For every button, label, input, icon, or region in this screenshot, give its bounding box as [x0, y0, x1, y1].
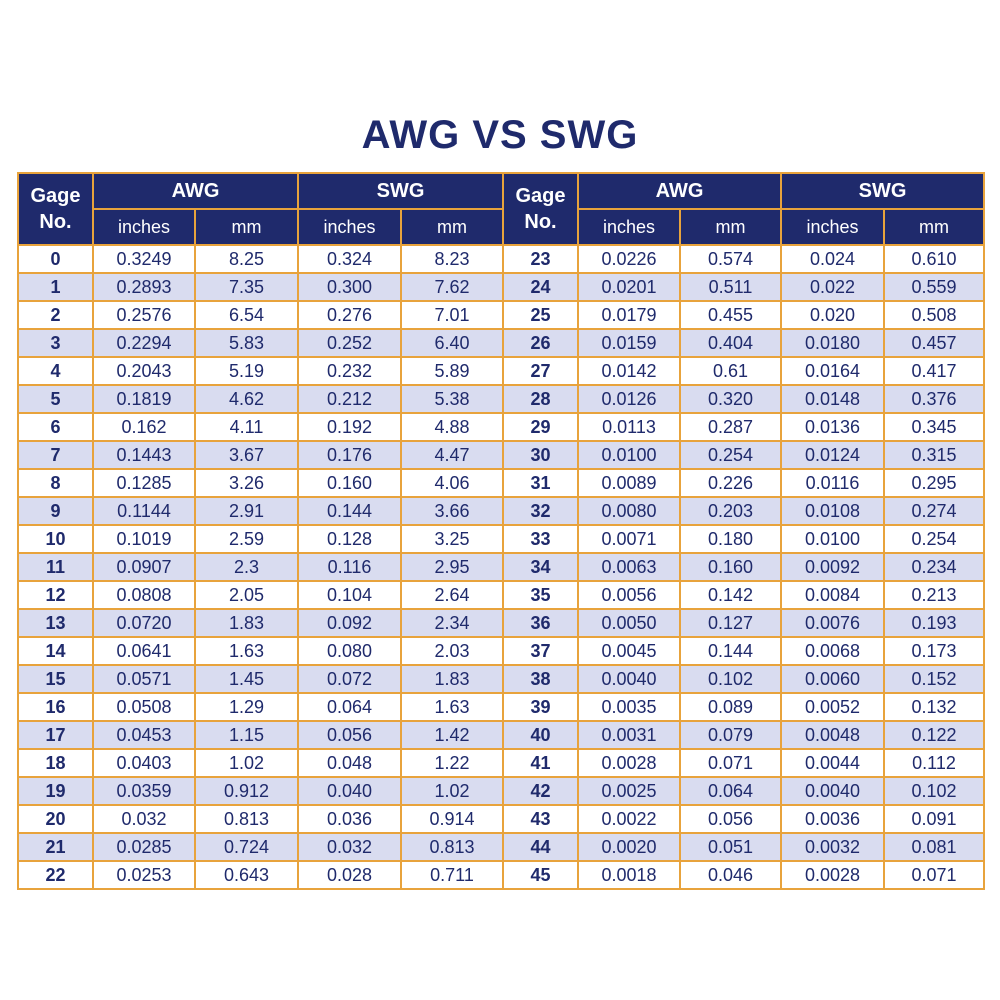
awg-inches-cell: 0.2043 [93, 357, 195, 385]
awg-inches-cell: 0.2893 [93, 273, 195, 301]
table-row [18, 273, 984, 301]
gage-cell: 7 [18, 441, 93, 469]
awg-inches-cell: 0.0571 [93, 665, 195, 693]
awg-inches-cell: 0.0020 [578, 833, 680, 861]
awg-inches-cell: 0.0201 [578, 273, 680, 301]
awg-mm-cell: 2.3 [195, 553, 298, 581]
awg-inches-cell: 0.0040 [578, 665, 680, 693]
swg-mm-cell: 0.091 [884, 805, 984, 833]
awg-inches-cell: 0.1285 [93, 469, 195, 497]
gage-cell: 18 [18, 749, 93, 777]
awg-inches-cell: 0.0080 [578, 497, 680, 525]
swg-inches-cell: 0.0180 [781, 329, 884, 357]
gage-header-line2: No. [39, 211, 72, 233]
awg-mm-cell: 1.63 [195, 637, 298, 665]
swg-inches-cell: 0.0116 [781, 469, 884, 497]
awg-mm-header: mm [195, 209, 298, 245]
gage-cell: 15 [18, 665, 93, 693]
table-row [18, 385, 984, 413]
gage-cell: 28 [503, 385, 578, 413]
swg-mm-cell: 7.01 [401, 301, 503, 329]
awg-inches-header: inches [578, 209, 680, 245]
swg-mm-cell: 5.89 [401, 357, 503, 385]
gage-cell: 22 [18, 861, 93, 889]
table-row [18, 357, 984, 385]
swg-inches-cell: 0.128 [298, 525, 401, 553]
gage-cell: 10 [18, 525, 93, 553]
gage-header-line1: Gage [515, 185, 566, 207]
table-row [18, 805, 984, 833]
swg-mm-cell: 7.62 [401, 273, 503, 301]
swg-mm-cell: 0.711 [401, 861, 503, 889]
awg-inches-cell: 0.0063 [578, 553, 680, 581]
swg-inches-cell: 0.0048 [781, 721, 884, 749]
gage-cell: 25 [503, 301, 578, 329]
awg-inches-cell: 0.0022 [578, 805, 680, 833]
gage-cell: 26 [503, 329, 578, 357]
awg-mm-cell: 3.67 [195, 441, 298, 469]
awg-mm-cell: 0.180 [680, 525, 781, 553]
swg-mm-cell: 0.071 [884, 861, 984, 889]
swg-mm-cell: 6.40 [401, 329, 503, 357]
gage-cell: 24 [503, 273, 578, 301]
awg-inches-cell: 0.3249 [93, 245, 195, 273]
awg-inches-cell: 0.0907 [93, 553, 195, 581]
awg-inches-cell: 0.0285 [93, 833, 195, 861]
awg-mm-cell: 0.046 [680, 861, 781, 889]
swg-inches-cell: 0.024 [781, 245, 884, 273]
gage-cell: 20 [18, 805, 93, 833]
gage-cell: 30 [503, 441, 578, 469]
gage-header-right [503, 173, 578, 245]
swg-mm-cell: 2.03 [401, 637, 503, 665]
awg-inches-cell: 0.0045 [578, 637, 680, 665]
gage-cell: 2 [18, 301, 93, 329]
awg-inches-cell: 0.0179 [578, 301, 680, 329]
awg-inches-cell: 0.1144 [93, 497, 195, 525]
awg-inches-cell: 0.0808 [93, 581, 195, 609]
swg-inches-cell: 0.028 [298, 861, 401, 889]
gage-cell: 36 [503, 609, 578, 637]
awg-header-left: AWG [93, 173, 298, 209]
header-row-units [18, 209, 984, 245]
awg-mm-cell: 0.226 [680, 469, 781, 497]
awg-inches-cell: 0.1819 [93, 385, 195, 413]
swg-mm-cell: 5.38 [401, 385, 503, 413]
swg-inches-header: inches [298, 209, 401, 245]
swg-inches-cell: 0.072 [298, 665, 401, 693]
swg-inches-cell: 0.276 [298, 301, 401, 329]
awg-inches-cell: 0.2294 [93, 329, 195, 357]
awg-mm-cell: 1.83 [195, 609, 298, 637]
awg-mm-cell: 7.35 [195, 273, 298, 301]
awg-inches-cell: 0.0100 [578, 441, 680, 469]
gage-cell: 34 [503, 553, 578, 581]
swg-inches-cell: 0.0028 [781, 861, 884, 889]
gage-cell: 17 [18, 721, 93, 749]
awg-mm-cell: 0.064 [680, 777, 781, 805]
awg-inches-cell: 0.0018 [578, 861, 680, 889]
swg-inches-cell: 0.116 [298, 553, 401, 581]
gage-header-line1: Gage [30, 185, 81, 207]
awg-mm-cell: 4.62 [195, 385, 298, 413]
awg-mm-cell: 0.127 [680, 609, 781, 637]
awg-inches-header: inches [93, 209, 195, 245]
swg-inches-cell: 0.036 [298, 805, 401, 833]
swg-mm-cell: 4.06 [401, 469, 503, 497]
swg-mm-cell: 2.95 [401, 553, 503, 581]
awg-mm-cell: 6.54 [195, 301, 298, 329]
awg-mm-cell: 0.404 [680, 329, 781, 357]
table-row [18, 301, 984, 329]
table-row [18, 777, 984, 805]
awg-inches-cell: 0.0720 [93, 609, 195, 637]
swg-mm-cell: 1.22 [401, 749, 503, 777]
awg-inches-cell: 0.0508 [93, 693, 195, 721]
awg-inches-cell: 0.0453 [93, 721, 195, 749]
gage-cell: 1 [18, 273, 93, 301]
awg-inches-cell: 0.0403 [93, 749, 195, 777]
awg-mm-cell: 5.19 [195, 357, 298, 385]
swg-mm-cell: 0.376 [884, 385, 984, 413]
gage-cell: 42 [503, 777, 578, 805]
gage-cell: 3 [18, 329, 93, 357]
gage-cell: 21 [18, 833, 93, 861]
swg-mm-cell: 2.34 [401, 609, 503, 637]
awg-inches-cell: 0.162 [93, 413, 195, 441]
page-title: AWG VS SWG [361, 113, 639, 157]
gage-cell: 5 [18, 385, 93, 413]
swg-inches-cell: 0.0052 [781, 693, 884, 721]
awg-mm-cell: 0.511 [680, 273, 781, 301]
awg-header-right: AWG [578, 173, 781, 209]
gage-cell: 16 [18, 693, 93, 721]
swg-inches-cell: 0.160 [298, 469, 401, 497]
swg-mm-cell: 0.457 [884, 329, 984, 357]
swg-inches-cell: 0.0108 [781, 497, 884, 525]
swg-mm-cell: 1.83 [401, 665, 503, 693]
table-row [18, 329, 984, 357]
awg-inches-cell: 0.0226 [578, 245, 680, 273]
swg-inches-cell: 0.0084 [781, 581, 884, 609]
gage-cell: 23 [503, 245, 578, 273]
awg-mm-cell: 0.142 [680, 581, 781, 609]
gauge-table [17, 172, 985, 890]
swg-inches-cell: 0.176 [298, 441, 401, 469]
gage-cell: 6 [18, 413, 93, 441]
awg-mm-cell: 2.91 [195, 497, 298, 525]
awg-mm-cell: 0.813 [195, 805, 298, 833]
swg-mm-cell: 0.508 [884, 301, 984, 329]
swg-inches-cell: 0.0092 [781, 553, 884, 581]
swg-mm-cell: 0.122 [884, 721, 984, 749]
gage-cell: 35 [503, 581, 578, 609]
swg-mm-cell: 4.88 [401, 413, 503, 441]
awg-inches-cell: 0.0025 [578, 777, 680, 805]
swg-header-left: SWG [298, 173, 503, 209]
awg-inches-cell: 0.0253 [93, 861, 195, 889]
gage-cell: 43 [503, 805, 578, 833]
swg-mm-cell: 1.02 [401, 777, 503, 805]
swg-inches-cell: 0.252 [298, 329, 401, 357]
table-row [18, 413, 984, 441]
swg-mm-cell: 0.213 [884, 581, 984, 609]
awg-mm-cell: 1.29 [195, 693, 298, 721]
awg-mm-cell: 0.643 [195, 861, 298, 889]
table-row [18, 609, 984, 637]
swg-inches-cell: 0.022 [781, 273, 884, 301]
swg-inches-cell: 0.040 [298, 777, 401, 805]
awg-mm-cell: 3.26 [195, 469, 298, 497]
swg-mm-header: mm [401, 209, 503, 245]
swg-inches-cell: 0.0076 [781, 609, 884, 637]
gage-cell: 45 [503, 861, 578, 889]
gage-cell: 32 [503, 497, 578, 525]
gage-cell: 12 [18, 581, 93, 609]
swg-inches-cell: 0.0060 [781, 665, 884, 693]
swg-mm-cell: 0.295 [884, 469, 984, 497]
awg-inches-cell: 0.0031 [578, 721, 680, 749]
gage-cell: 13 [18, 609, 93, 637]
awg-inches-cell: 0.0142 [578, 357, 680, 385]
table-row [18, 553, 984, 581]
swg-inches-cell: 0.0136 [781, 413, 884, 441]
swg-inches-cell: 0.324 [298, 245, 401, 273]
awg-mm-cell: 0.912 [195, 777, 298, 805]
gage-cell: 44 [503, 833, 578, 861]
awg-mm-cell: 0.61 [680, 357, 781, 385]
swg-inches-cell: 0.0036 [781, 805, 884, 833]
awg-mm-cell: 0.574 [680, 245, 781, 273]
table-row [18, 833, 984, 861]
swg-inches-cell: 0.300 [298, 273, 401, 301]
awg-mm-cell: 1.02 [195, 749, 298, 777]
swg-inches-cell: 0.0032 [781, 833, 884, 861]
table-row [18, 721, 984, 749]
awg-inches-cell: 0.0028 [578, 749, 680, 777]
awg-mm-cell: 2.05 [195, 581, 298, 609]
gage-cell: 31 [503, 469, 578, 497]
swg-mm-cell: 0.112 [884, 749, 984, 777]
awg-mm-cell: 0.320 [680, 385, 781, 413]
swg-inches-cell: 0.064 [298, 693, 401, 721]
swg-inches-cell: 0.048 [298, 749, 401, 777]
swg-inches-cell: 0.092 [298, 609, 401, 637]
gage-cell: 37 [503, 637, 578, 665]
swg-mm-cell: 1.63 [401, 693, 503, 721]
awg-mm-cell: 1.15 [195, 721, 298, 749]
swg-inches-cell: 0.232 [298, 357, 401, 385]
gage-cell: 40 [503, 721, 578, 749]
awg-mm-cell: 0.071 [680, 749, 781, 777]
awg-inches-cell: 0.1019 [93, 525, 195, 553]
table-row [18, 861, 984, 889]
gage-cell: 8 [18, 469, 93, 497]
swg-inches-cell: 0.0148 [781, 385, 884, 413]
gage-cell: 4 [18, 357, 93, 385]
gage-cell: 29 [503, 413, 578, 441]
awg-inches-cell: 0.032 [93, 805, 195, 833]
gage-cell: 38 [503, 665, 578, 693]
gage-cell: 33 [503, 525, 578, 553]
swg-mm-cell: 0.559 [884, 273, 984, 301]
table-row [18, 525, 984, 553]
swg-mm-cell: 3.66 [401, 497, 503, 525]
header-row-groups [18, 173, 984, 209]
gage-cell: 27 [503, 357, 578, 385]
swg-mm-cell: 0.081 [884, 833, 984, 861]
gage-cell: 19 [18, 777, 93, 805]
awg-mm-cell: 0.455 [680, 301, 781, 329]
swg-mm-cell: 0.315 [884, 441, 984, 469]
swg-inches-cell: 0.080 [298, 637, 401, 665]
gage-cell: 14 [18, 637, 93, 665]
awg-mm-cell: 1.45 [195, 665, 298, 693]
swg-mm-cell: 4.47 [401, 441, 503, 469]
awg-inches-cell: 0.0159 [578, 329, 680, 357]
table-row [18, 441, 984, 469]
swg-mm-cell: 0.417 [884, 357, 984, 385]
awg-inches-cell: 0.0126 [578, 385, 680, 413]
swg-mm-cell: 0.234 [884, 553, 984, 581]
awg-mm-cell: 0.079 [680, 721, 781, 749]
swg-mm-cell: 0.254 [884, 525, 984, 553]
awg-inches-cell: 0.0359 [93, 777, 195, 805]
awg-mm-header: mm [680, 209, 781, 245]
awg-inches-cell: 0.2576 [93, 301, 195, 329]
gage-cell: 9 [18, 497, 93, 525]
table-row [18, 693, 984, 721]
awg-mm-cell: 0.287 [680, 413, 781, 441]
swg-inches-cell: 0.0124 [781, 441, 884, 469]
swg-inches-header: inches [781, 209, 884, 245]
table-row [18, 749, 984, 777]
awg-mm-cell: 0.203 [680, 497, 781, 525]
swg-inches-cell: 0.020 [781, 301, 884, 329]
awg-inches-cell: 0.0071 [578, 525, 680, 553]
swg-inches-cell: 0.0164 [781, 357, 884, 385]
table-row [18, 245, 984, 273]
table-row [18, 469, 984, 497]
table-row [18, 637, 984, 665]
table-row [18, 497, 984, 525]
table-row [18, 665, 984, 693]
gage-cell: 39 [503, 693, 578, 721]
awg-inches-cell: 0.0056 [578, 581, 680, 609]
gage-cell: 41 [503, 749, 578, 777]
swg-mm-cell: 0.914 [401, 805, 503, 833]
swg-mm-cell: 0.813 [401, 833, 503, 861]
awg-mm-cell: 8.25 [195, 245, 298, 273]
swg-inches-cell: 0.0044 [781, 749, 884, 777]
swg-mm-cell: 0.152 [884, 665, 984, 693]
swg-inches-cell: 0.212 [298, 385, 401, 413]
swg-mm-cell: 0.274 [884, 497, 984, 525]
swg-inches-cell: 0.0040 [781, 777, 884, 805]
swg-mm-cell: 3.25 [401, 525, 503, 553]
awg-mm-cell: 0.051 [680, 833, 781, 861]
swg-inches-cell: 0.0068 [781, 637, 884, 665]
awg-mm-cell: 0.102 [680, 665, 781, 693]
swg-inches-cell: 0.144 [298, 497, 401, 525]
swg-mm-cell: 2.64 [401, 581, 503, 609]
awg-inches-cell: 0.0035 [578, 693, 680, 721]
awg-mm-cell: 4.11 [195, 413, 298, 441]
awg-mm-cell: 5.83 [195, 329, 298, 357]
swg-inches-cell: 0.104 [298, 581, 401, 609]
swg-mm-cell: 0.173 [884, 637, 984, 665]
swg-mm-cell: 1.42 [401, 721, 503, 749]
awg-inches-cell: 0.1443 [93, 441, 195, 469]
awg-mm-cell: 0.724 [195, 833, 298, 861]
swg-mm-header: mm [884, 209, 984, 245]
swg-inches-cell: 0.032 [298, 833, 401, 861]
swg-header-right: SWG [781, 173, 984, 209]
gage-cell: 0 [18, 245, 93, 273]
swg-mm-cell: 0.345 [884, 413, 984, 441]
awg-inches-cell: 0.0089 [578, 469, 680, 497]
swg-inches-cell: 0.056 [298, 721, 401, 749]
awg-mm-cell: 0.144 [680, 637, 781, 665]
swg-mm-cell: 0.610 [884, 245, 984, 273]
gage-cell: 11 [18, 553, 93, 581]
awg-mm-cell: 0.254 [680, 441, 781, 469]
swg-mm-cell: 0.132 [884, 693, 984, 721]
swg-inches-cell: 0.192 [298, 413, 401, 441]
awg-mm-cell: 0.160 [680, 553, 781, 581]
awg-inches-cell: 0.0641 [93, 637, 195, 665]
gage-header-line2: No. [524, 211, 557, 233]
awg-inches-cell: 0.0113 [578, 413, 680, 441]
awg-mm-cell: 2.59 [195, 525, 298, 553]
swg-mm-cell: 0.102 [884, 777, 984, 805]
swg-mm-cell: 0.193 [884, 609, 984, 637]
table-body [18, 245, 984, 889]
gage-header-left [18, 173, 93, 245]
awg-mm-cell: 0.056 [680, 805, 781, 833]
swg-mm-cell: 8.23 [401, 245, 503, 273]
table-row [18, 581, 984, 609]
swg-inches-cell: 0.0100 [781, 525, 884, 553]
awg-mm-cell: 0.089 [680, 693, 781, 721]
awg-inches-cell: 0.0050 [578, 609, 680, 637]
